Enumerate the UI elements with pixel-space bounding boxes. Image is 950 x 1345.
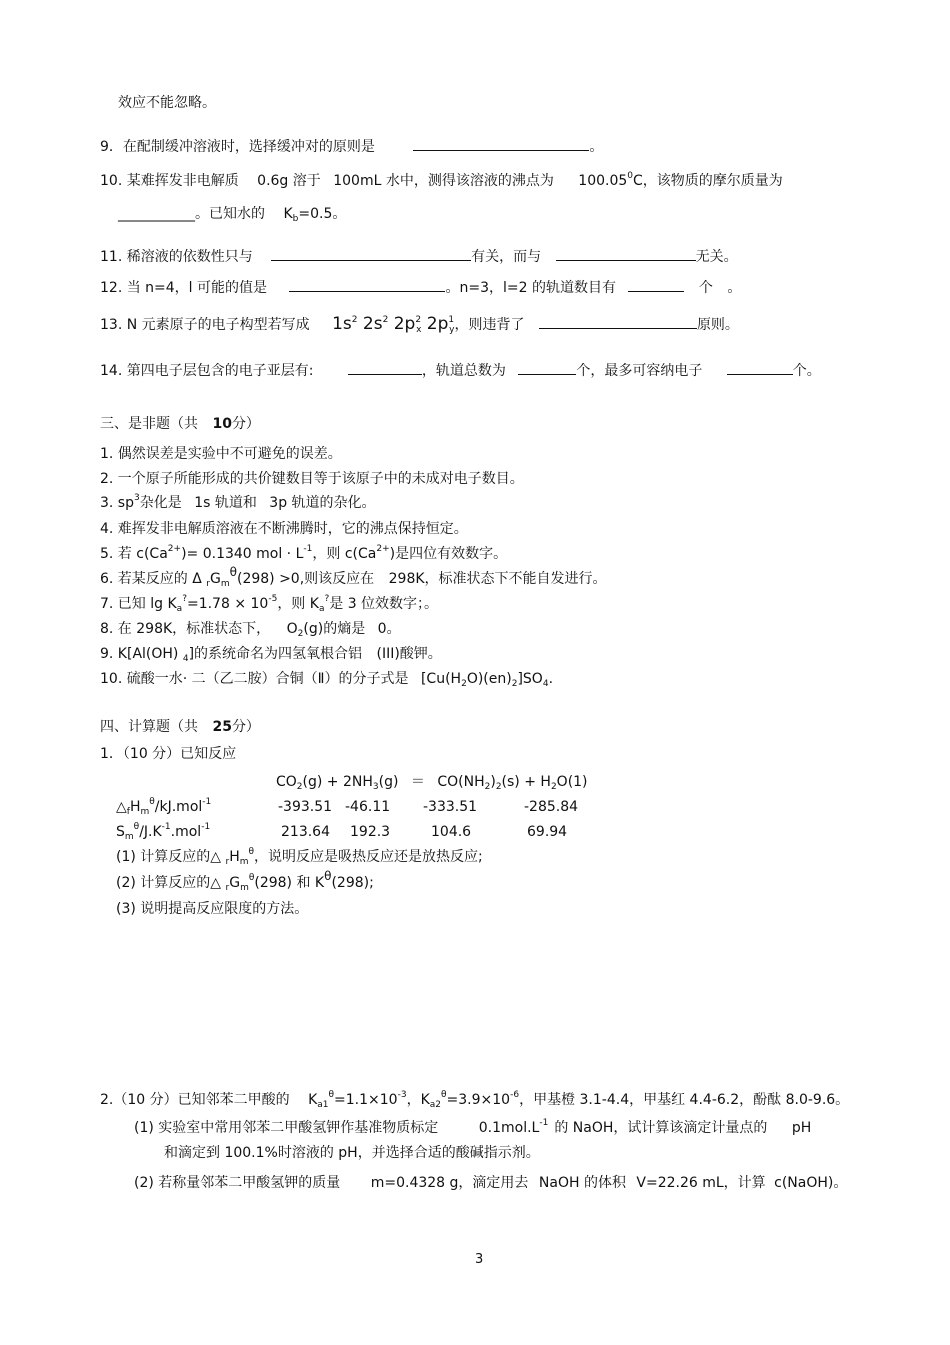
c2q2-a: (2) 若称量邻苯二甲酸氢钾的质量 (134, 1175, 341, 1191)
tf10-c: O)(en) (466, 671, 512, 687)
q14-b: ，轨道总数为 (421, 363, 506, 379)
row1-unit: /kJ.mol (154, 799, 203, 815)
rx-c: (g) (378, 774, 399, 790)
row2-sub: m (124, 832, 134, 842)
tf8-a: 8. 在 298K，标准状态下， (100, 621, 271, 637)
question-10 (100, 172, 783, 190)
c2q1-b: 0.1mol.L (478, 1120, 540, 1136)
c1q1-a: (1) 计算反应的△ (116, 849, 222, 865)
q14-blank-2[interactable] (518, 360, 576, 375)
tf10-sub1: 2 (461, 679, 467, 689)
tf7-c: ，则 K (277, 596, 319, 612)
tf7-a: 7. 已知 lg K (100, 596, 177, 612)
rx-d: CO(NH (437, 774, 485, 790)
c2-head-sub2: a2 (429, 1100, 442, 1110)
tf-item-3 (100, 494, 376, 512)
rx-e: ) (490, 774, 496, 790)
q9-end: 。 (589, 139, 604, 155)
row1-value: -393.51 (278, 799, 333, 815)
tf5-c: ，则 c(Ca (312, 546, 377, 562)
row1-label (116, 798, 211, 816)
c2-head-sup4: -6 (510, 1090, 520, 1100)
c2-head-b: K (308, 1092, 318, 1108)
row2-unit1: /J.K (139, 824, 162, 840)
tf7-b: =1.78 × 10 (186, 596, 269, 612)
q10-p4-sup: 0 (627, 171, 634, 181)
q14-blank-1[interactable] (348, 360, 422, 375)
tf3-sup: 3 (134, 493, 140, 503)
row1-sup2: -1 (202, 797, 212, 807)
rx-b: (g) + 2NH (302, 774, 373, 790)
row2-value: 104.6 (431, 824, 472, 840)
q12-blank-1[interactable] (289, 277, 445, 292)
question-13 (100, 314, 739, 334)
q12-c: 个 (698, 280, 713, 296)
tf8-d: 0。 (377, 621, 401, 637)
row2-s: S (116, 824, 125, 840)
section-4-title (100, 718, 260, 736)
rx-s5: 2 (550, 782, 557, 792)
q10-l2a: ___________。已知水的 (118, 206, 265, 222)
tf-item-1: 1. 偶然误差是实验中不可避免的误差。 (100, 446, 342, 462)
tf5-sup1: 2+ (167, 544, 182, 554)
q11-blank-1[interactable] (271, 246, 471, 261)
tf6-d: 298K，标准状态下不能自发进行。 (388, 571, 607, 587)
q14-a: 14. 第四电子层包含的电子亚层有: (100, 363, 314, 379)
q11-a: 11. 稀溶液的依数性只与 (100, 249, 253, 265)
sec3-points: 10 (212, 416, 232, 432)
calc-2-q2 (134, 1174, 847, 1192)
tf5-sup2: -1 (303, 544, 313, 554)
q12-a: 12. 当 n=4，l 可能的值是 (100, 280, 268, 296)
tf5-sup3: 2+ (376, 544, 390, 554)
tf3-b: 杂化是 (139, 495, 182, 511)
tf6-sub1: r (206, 579, 210, 589)
c2-head-x1: × (368, 1092, 380, 1108)
c1q1-sup: θ (248, 847, 255, 857)
tf-item-6 (100, 565, 607, 589)
rx-f: (s) + H (501, 774, 551, 790)
c1q2-d: (298); (331, 875, 374, 891)
calc-1-head: 1．（10 分）已知反应 (100, 746, 237, 762)
tf3-d: 3p 轨道的杂化。 (269, 495, 376, 511)
tf5-a: 5. 若 c(Ca (100, 546, 168, 562)
c1q1-sub1: r (225, 857, 230, 867)
tf7-sup3: ? (324, 594, 330, 604)
tf7-sup: ? (182, 594, 187, 604)
tf-item-5 (100, 545, 507, 563)
tf10-sub3: 4 (542, 679, 549, 689)
rx-s2: 3 (372, 782, 379, 792)
tf-item-7 (100, 595, 438, 613)
c2q1-a: (1) 实验室中常用邻苯二甲酸氢钾作基准物质标定 (134, 1120, 439, 1136)
tf-item-4: 4. 难挥发非电解质溶液在不断沸腾时，它的沸点保持恒定。 (100, 521, 468, 537)
c1q2-theta: θ (324, 869, 332, 883)
c1q2-sub1: r (225, 883, 230, 893)
row2-value: 192.3 (350, 824, 391, 840)
c2q2-d: V=22.26 mL，计算 (636, 1175, 766, 1191)
q14-c: 个，最多可容纳电子 (576, 363, 703, 379)
tf8-sub: 2 (297, 629, 304, 639)
rx-s4: 2 (495, 782, 502, 792)
sec3-tail: 分） (231, 416, 260, 432)
q9-text: 9．在配制缓冲溶液时，选择缓冲对的原则是 (100, 139, 375, 155)
row2-sup2: -1 (161, 822, 171, 832)
q11-b: 有关，而与 (471, 249, 542, 265)
row2-value: 69.94 (527, 824, 568, 840)
c1q1-c: ，说明反应是吸热反应还是放热反应; (254, 849, 483, 865)
row2-value: 213.64 (281, 824, 330, 840)
tf5-d: )是四位有效数字。 (389, 546, 508, 562)
q12-blank-2[interactable] (628, 277, 684, 292)
c2-head-h: ，甲基橙 3.1-4.4，甲基红 4.4-6.2，酚酞 8.0-9.6。 (519, 1092, 850, 1108)
tf6-sub2: m (220, 579, 230, 589)
tf3-a: 3. sp (100, 495, 134, 511)
q10-p3: 100mL 水中，测得该溶液的沸点为 (333, 173, 554, 189)
q10-l2b: K (283, 206, 293, 222)
calc-1-q2 (116, 869, 374, 893)
q9-blank[interactable] (413, 136, 589, 151)
tf3-c: 1s 轨道和 (194, 495, 257, 511)
c2-head-f: =3.9 (446, 1092, 481, 1108)
tf5-b: )= 0.1340 mol · L (181, 546, 304, 562)
calc-2-head (100, 1091, 849, 1109)
c1q2-c: (298) 和 K (254, 875, 325, 891)
row1-value: -46.11 (345, 799, 391, 815)
tf6-a: 6. 若某反应的 Δ (100, 571, 202, 587)
tf6-c: (298) >0,则该反应在 (236, 571, 375, 587)
c2-head-sup2: -3 (397, 1090, 407, 1100)
tf10-e: . (548, 671, 554, 687)
tf7-sub: a (176, 604, 183, 614)
q13-blank[interactable] (539, 314, 697, 329)
tf9-a: 9. K[Al(OH) (100, 646, 179, 662)
c2-head-sup1: θ (328, 1090, 335, 1100)
calc-1-q3: (3) 说明提高反应限度的方法。 (116, 901, 309, 917)
c2-head-x2: × (480, 1092, 493, 1108)
sec3-title-text: 三、是非题（共 (100, 416, 198, 432)
row1-value: -285.84 (524, 799, 579, 815)
q13-a: 13. N 元素原子的电子构型若写成 (100, 317, 310, 333)
continuation-line: 效应不能忽略。 (118, 95, 216, 111)
q13-b: ，则违背了 (454, 317, 525, 333)
rx-eq: ＝ (410, 774, 425, 790)
tf7-sub3: a (318, 604, 325, 614)
calc-2-q1 (134, 1119, 811, 1137)
c2-head-sup3: θ (441, 1090, 447, 1100)
tf10-a: 10. 硫酸一水· 二（乙二胺）合铜（Ⅱ）的分子式是 (100, 671, 409, 687)
q10-p1: 10. 某难挥发非电解质 (100, 173, 239, 189)
q12-b: 。n=3，l=2 的轨道数目有 (445, 280, 616, 296)
row2-sup3: -1 (201, 822, 211, 832)
q14-d: 个。 (792, 363, 821, 379)
c2-head-e: ，K (406, 1092, 430, 1108)
sec4-points: 25 (212, 719, 232, 735)
question-10-line2 (118, 205, 346, 223)
tf9-sub: 4 (182, 654, 189, 664)
tf7-d: 是 3 位效数字；。 (329, 596, 439, 612)
question-12 (100, 277, 741, 297)
q14-blank-3[interactable] (727, 360, 793, 375)
row1-delta: △ (116, 799, 127, 815)
sec4-tail: 分） (231, 719, 260, 735)
rx-g: O(1) (556, 774, 588, 790)
rx-a: CO (276, 774, 297, 790)
c2-head-a: 2.（10 分）已知邻苯二甲酸的 (100, 1092, 290, 1108)
row1-sub2: m (140, 807, 150, 817)
q13-c: 原则。 (696, 317, 739, 333)
c2-head-c: =1.1 (334, 1092, 369, 1108)
c2q1-sup: -1 (539, 1118, 549, 1128)
question-14 (100, 360, 821, 380)
q12-d: 。 (727, 280, 742, 296)
tf6-theta: θ (229, 565, 237, 579)
calc-1-q1 (116, 848, 483, 866)
c2q1-d: pH (791, 1120, 812, 1136)
c2-head-sub1: a1 (317, 1100, 329, 1110)
c2q2-b: m=0.4328 g，滴定用去 (370, 1175, 529, 1191)
tf9-b: ]的系统命名为四氢氧根合铝 (188, 646, 363, 662)
electron-configuration: $1s^2$ $2s^2$ $2p^2_x$ $2p^1_y$ (332, 314, 455, 335)
tf8-b: O (286, 621, 298, 637)
tf7-sup2: -5 (268, 594, 278, 604)
section-3-title (100, 415, 260, 433)
c1q2-sub2: m (240, 883, 249, 893)
c2q2-e: c(NaOH)。 (774, 1175, 848, 1191)
tf10-sub2: 2 (511, 679, 518, 689)
row1-sub1: f (126, 807, 130, 817)
c1q2-b: G (229, 875, 241, 891)
c2q1-c: 的 NaOH，试计算该滴定计量点的 (554, 1120, 768, 1136)
c1q2-sup: θ (248, 873, 255, 883)
tf-item-2: 2. 一个原子所能形成的共价键数目等于该原子中的未成对电子数目。 (100, 471, 524, 487)
calc-1-reaction (276, 773, 588, 791)
tf-item-10 (100, 670, 553, 688)
q11-blank-2[interactable] (556, 246, 696, 261)
question-9 (100, 136, 603, 156)
row1-value: -333.51 (423, 799, 478, 815)
q11-c: 无关。 (695, 249, 738, 265)
tf9-c: (III)酸钾。 (376, 646, 442, 662)
row1-h: H (129, 799, 141, 815)
q10-p4: 100.05 (578, 173, 628, 189)
tf-item-9 (100, 645, 442, 663)
c1q2-a: (2) 计算反应的△ (116, 875, 222, 891)
q10-l2c: =0.5。 (298, 206, 347, 222)
q10-l2-sub: b (292, 214, 299, 224)
tf-item-8 (100, 620, 401, 638)
c1q1-sub2: m (239, 857, 249, 867)
tf10-b: [Cu(H (420, 671, 462, 687)
c1q1-b: H (229, 849, 240, 865)
sec4-title-text: 四、计算题（共 (100, 719, 198, 735)
tf10-d: ]SO (517, 671, 543, 687)
question-11 (100, 246, 738, 266)
rx-s1: 2 (296, 782, 303, 792)
row2-label (116, 823, 210, 841)
calc-2-q1-line2: 和滴定到 100.1%时溶液的 pH，并选择合适的酸碱指示剂。 (164, 1145, 540, 1161)
row1-sup: θ (149, 797, 155, 807)
rx-s3: 2 (484, 782, 491, 792)
q10-p2: 0.6g 溶于 (257, 173, 321, 189)
q10-p5: C，该物质的摩尔质量为 (633, 173, 783, 189)
c2-head-d: 10 (379, 1092, 398, 1108)
row2-sup: θ (133, 822, 140, 832)
c2q2-c: NaOH 的体积 (538, 1175, 626, 1191)
tf6-b: G (210, 571, 221, 587)
c2-head-g: 10 (492, 1092, 511, 1108)
tf8-c: (g)的熵是 (303, 621, 366, 637)
page-number: 3 (475, 1252, 484, 1267)
row2-unit2: .mol (170, 824, 202, 840)
